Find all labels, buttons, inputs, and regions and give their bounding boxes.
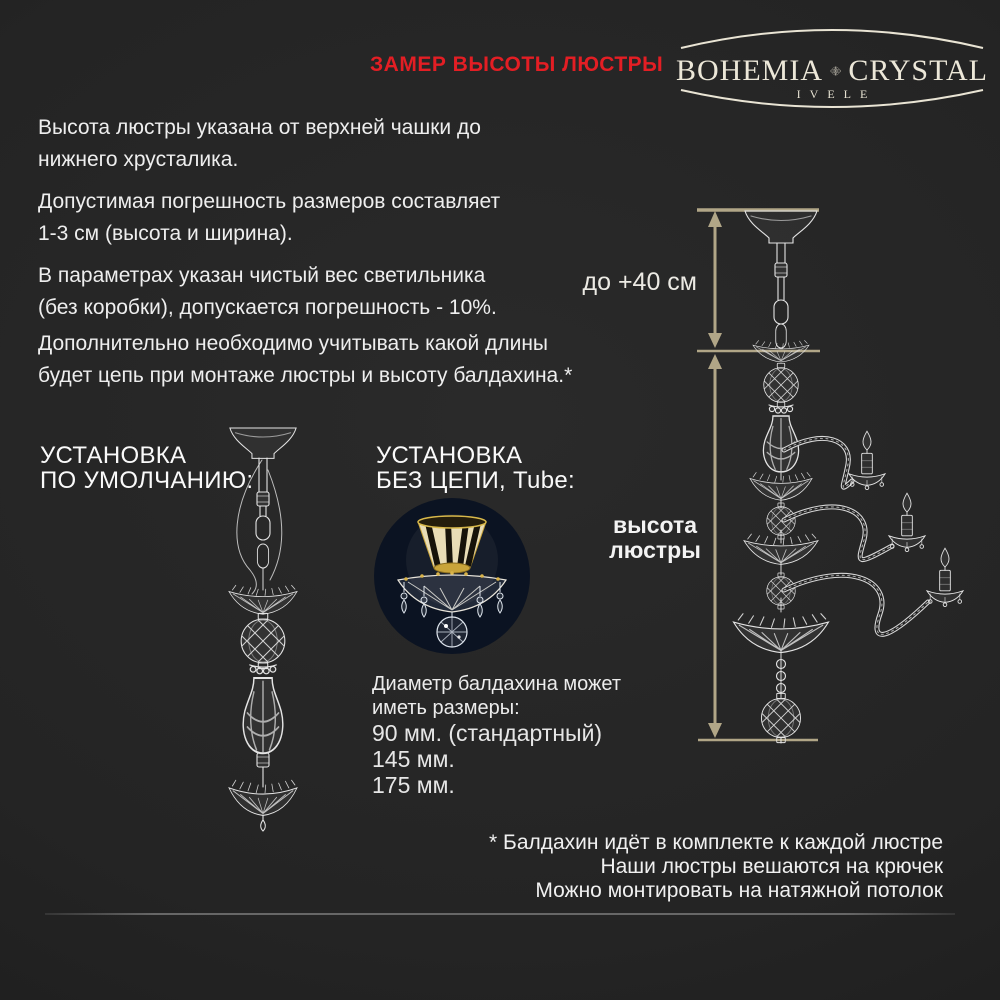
canopy-note-line: Диаметр балдахина может	[372, 673, 622, 695]
paragraph-line: Высота люстры указана от верхней чашки до	[38, 116, 481, 139]
logo-sub-brand: IVELE	[796, 87, 877, 101]
canopy-size-item: 175 мм.	[372, 772, 455, 798]
info-paragraph-1	[38, 112, 481, 176]
gem-diamond-icon	[830, 50, 841, 92]
canopy-note-line: иметь размеры:	[372, 697, 520, 719]
no-chain-install-heading	[376, 443, 575, 493]
paragraph-line: Допустимая погрешность размеров составляет	[38, 190, 501, 213]
info-paragraph-3	[38, 260, 497, 324]
bottom-divider	[45, 913, 955, 915]
footnote-line: Можно монтировать на натяжной потолок	[535, 879, 943, 902]
heading-line: БЕЗ ЦЕПИ, Tube:	[376, 467, 575, 494]
paragraph-line: В параметрах указан чистый вес светильника	[38, 264, 486, 287]
logo-brand-right: CRYSTAL	[848, 54, 988, 87]
canopy-size-item: 145 мм.	[372, 746, 455, 772]
paragraph-line: (без коробки), допускается погрешность - 10%.	[38, 296, 497, 319]
canopy-size-list	[372, 720, 602, 798]
footnote-line: * Балдахин идёт в комплекте к каждой люстре	[489, 831, 943, 854]
heading-line: ПО УМОЛЧАНИЮ:	[40, 467, 254, 494]
logo-brand-left: BOHEMIA	[676, 54, 823, 87]
footnote-line: Наши люстры вешаются на крючек	[600, 855, 943, 878]
heading-line: УСТАНОВКА	[376, 442, 523, 469]
height-label-line: высота	[612, 512, 698, 538]
chandelier-height-label	[593, 513, 717, 563]
chandelier-arms	[784, 438, 928, 634]
right-chandelier-drawing	[734, 211, 964, 747]
height-label-line: люстры	[609, 537, 701, 563]
chain-allowance-label: до +40 см	[582, 268, 697, 296]
canopy-diameter-note	[372, 672, 621, 720]
no-chain-photo	[374, 498, 530, 654]
page-title: ЗАМЕР ВЫСОТЫ ЛЮСТРЫ	[370, 53, 664, 76]
footnotes-block	[489, 831, 943, 903]
canopy-size-item: 90 мм. (стандартный)	[372, 720, 603, 746]
default-install-heading	[40, 443, 253, 493]
paragraph-line: Дополнительно необходимо учитывать какой длины	[38, 332, 549, 355]
brand-logo	[676, 24, 988, 116]
paragraph-line: будет цепь при монтаже люстры и высоту балдахина.*	[38, 364, 573, 387]
info-paragraph-2	[38, 186, 500, 250]
info-paragraph-4	[38, 328, 572, 392]
dimension-lines	[697, 210, 820, 740]
paragraph-line: 1-3 см (высота и ширина).	[38, 222, 293, 245]
paragraph-line: нижнего хрусталика.	[38, 148, 239, 171]
heading-line: УСТАНОВКА	[40, 442, 187, 469]
